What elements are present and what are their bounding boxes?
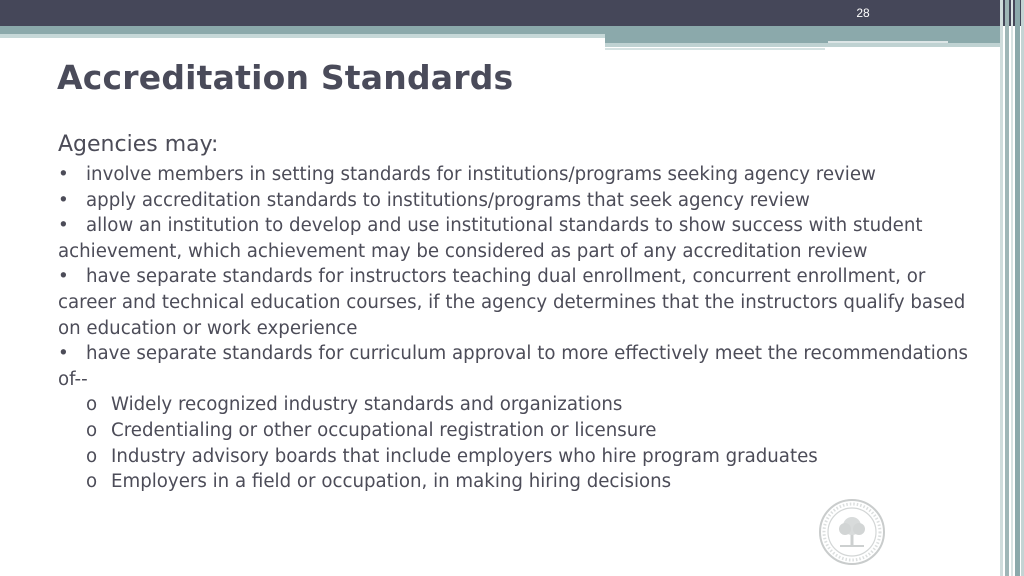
bullet-text: allow an institution to develop and use institutional standards to show success with student achievement, which achievement may be considered as part of any accreditation review bbox=[58, 215, 923, 262]
bullet-marker: • bbox=[58, 343, 69, 365]
sub-marker: o bbox=[86, 471, 98, 493]
intro-text: Agencies may: bbox=[58, 132, 219, 157]
bullet-marker: • bbox=[58, 164, 69, 185]
bullet-text: have separate standards for instructors teaching dual enrollment, concurrent enrollment, or career and technical education courses, if the agency determines that the instructors qualify based on education or work experience bbox=[58, 266, 966, 339]
bullet-item bbox=[58, 213, 988, 264]
slide-title: Accreditation Standards bbox=[57, 58, 514, 97]
bullet-marker: • bbox=[58, 215, 69, 237]
header-accent-band bbox=[0, 26, 1000, 34]
header-accent-band-right-light bbox=[605, 43, 1000, 47]
sub-item bbox=[58, 444, 988, 470]
sub-marker: o bbox=[86, 419, 98, 441]
header-accent-line-highlight bbox=[828, 41, 948, 43]
bullet-item bbox=[58, 341, 988, 392]
bullet-text: involve members in setting standards for institutions/programs seeking agency review bbox=[86, 164, 876, 185]
slide-number: 28 bbox=[856, 6, 870, 20]
department-of-education-seal-icon bbox=[818, 498, 886, 566]
sub-item bbox=[58, 469, 988, 495]
sub-item-text: Employers in a field or occupation, in making hiring decisions bbox=[111, 471, 672, 493]
sub-marker: o bbox=[86, 394, 98, 416]
sub-item-text: Credentialing or other occupational registration or licensure bbox=[111, 419, 657, 441]
bullet-item bbox=[58, 188, 988, 214]
sub-item bbox=[58, 418, 988, 444]
header-accent-band-light bbox=[0, 34, 605, 38]
sub-item-text: Industry advisory boards that include employers who hire program graduates bbox=[111, 445, 818, 467]
bullet-text: apply accreditation standards to institutions/programs that seek agency review bbox=[86, 189, 810, 211]
sub-marker: o bbox=[86, 445, 98, 467]
bullet-item bbox=[58, 162, 988, 188]
sub-item bbox=[58, 392, 988, 418]
bullet-marker: • bbox=[58, 266, 69, 288]
sub-item-text: Widely recognized industry standards and organizations bbox=[111, 394, 623, 416]
bullet-text: have separate standards for curriculum approval to more effectively meet the recommendations of-- bbox=[58, 343, 968, 390]
right-edge-stripes bbox=[1000, 0, 1024, 576]
header-accent-line bbox=[605, 48, 825, 50]
bullet-item bbox=[58, 264, 988, 341]
slide-body bbox=[58, 130, 988, 495]
bullet-marker: • bbox=[58, 189, 69, 211]
